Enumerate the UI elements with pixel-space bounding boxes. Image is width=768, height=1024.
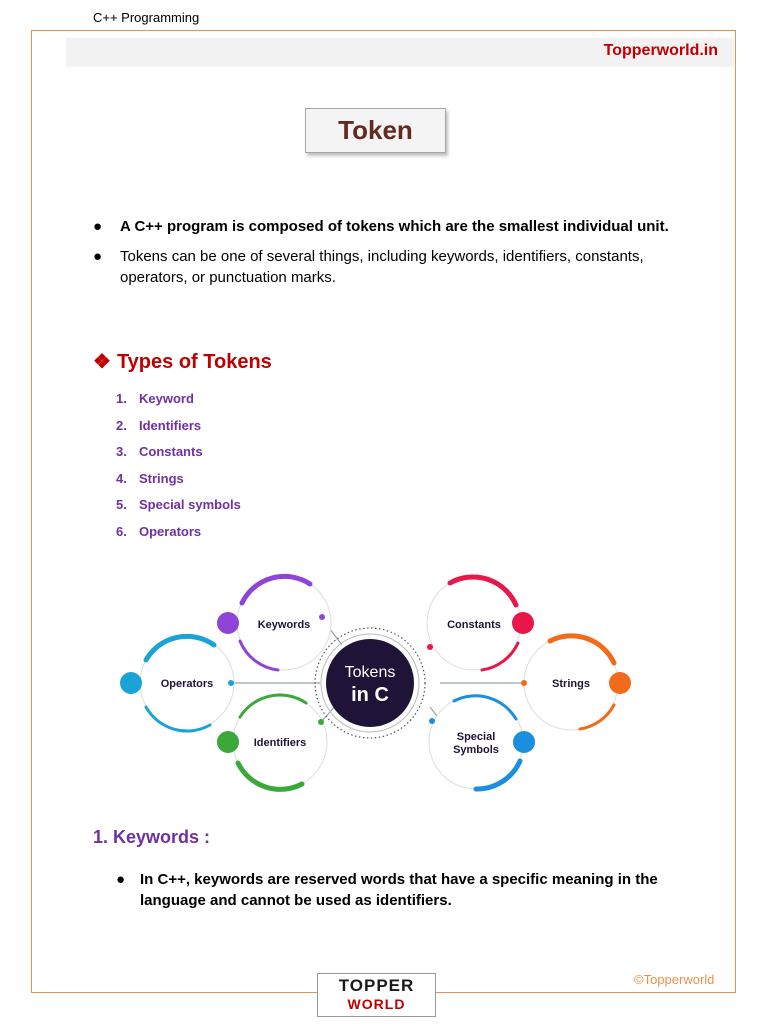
logo-text-bottom: WORLD	[347, 996, 406, 1012]
bullet-dot-icon: ●	[93, 248, 103, 265]
types-list	[116, 389, 241, 548]
identifiers-dot-icon	[217, 731, 239, 753]
list-label: Identifiers	[139, 417, 202, 433]
types-heading	[93, 349, 272, 374]
bullet-item	[93, 246, 673, 288]
special-dot-icon	[513, 731, 535, 753]
list-item	[116, 416, 241, 443]
bullet-dot-icon: ●	[116, 871, 126, 888]
logo-text-top: TOPPER	[338, 976, 415, 995]
keywords-heading: 1. Keywords :	[93, 827, 211, 847]
diamond-star-icon: ❖	[93, 351, 111, 373]
bullet-text: Tokens can be one of several things, including keywords, identifiers, constants, operators, or punctuation marks.	[120, 248, 644, 286]
bullet-text: A C++ program is composed of tokens which are the smallest individual unit.	[120, 218, 669, 235]
title-box	[305, 108, 446, 153]
list-item	[116, 469, 241, 496]
node-label: Keywords	[257, 619, 311, 631]
node-special-symbols	[429, 695, 535, 789]
center-text-line1: Tokens	[344, 664, 396, 681]
topperworld-logo	[317, 973, 436, 1017]
constants-dot-icon	[512, 612, 534, 634]
center-text-line2: in C	[351, 684, 389, 706]
site-name[interactable]: Topperworld.in	[603, 42, 718, 59]
intro-bullets	[93, 216, 673, 297]
list-number: 1.	[116, 391, 127, 406]
node-label: Special	[456, 731, 496, 743]
bullet-text: In C++, keywords are reserved words that have a specific meaning in the language and cannot be used as identifiers.	[140, 871, 658, 909]
list-label: Strings	[139, 470, 184, 486]
list-number: 3.	[116, 444, 127, 459]
list-item	[116, 389, 241, 416]
node-strings	[521, 636, 631, 730]
site-banner	[66, 38, 734, 67]
node-constants	[427, 576, 534, 670]
connector-dot-icon	[228, 680, 234, 686]
operators-dot-icon	[120, 672, 142, 694]
node-identifiers	[217, 695, 327, 789]
types-heading-text: Types of Tokens	[116, 351, 272, 373]
list-label: Special symbols	[139, 497, 241, 512]
list-item	[116, 522, 241, 549]
center-circle	[326, 639, 414, 727]
node-keywords	[217, 576, 331, 670]
list-item	[116, 442, 241, 469]
keywords-dot-icon	[217, 612, 239, 634]
list-label: Operators	[139, 523, 202, 539]
node-label: Symbols	[453, 744, 499, 756]
node-label: Constants	[447, 619, 501, 631]
copyright-text: ©Topperworld	[634, 972, 715, 987]
connector-dot-icon	[429, 718, 435, 724]
connector-dot-icon	[318, 719, 324, 725]
strings-dot-icon	[609, 672, 631, 694]
bullet-dot-icon: ●	[93, 218, 103, 235]
list-number: 2.	[116, 417, 127, 433]
list-number: 6.	[116, 523, 127, 539]
bullet-item	[93, 216, 673, 237]
connector-dot-icon	[427, 644, 433, 650]
list-number: 5.	[116, 497, 127, 512]
page-title: Token	[338, 115, 413, 145]
list-item	[116, 495, 241, 522]
connector-dot-icon	[521, 680, 527, 686]
tokens-diagram	[110, 565, 650, 805]
list-number: 4.	[116, 470, 127, 486]
node-label: Strings	[552, 678, 590, 690]
header-title: C++ Programming	[93, 10, 200, 25]
node-label: Identifiers	[253, 737, 307, 749]
node-operators	[120, 636, 234, 731]
connector-dot-icon	[319, 614, 325, 620]
list-label: Constants	[139, 444, 203, 459]
keywords-bullet	[116, 869, 696, 911]
node-label: Operators	[160, 678, 214, 690]
list-label: Keyword	[139, 391, 194, 406]
